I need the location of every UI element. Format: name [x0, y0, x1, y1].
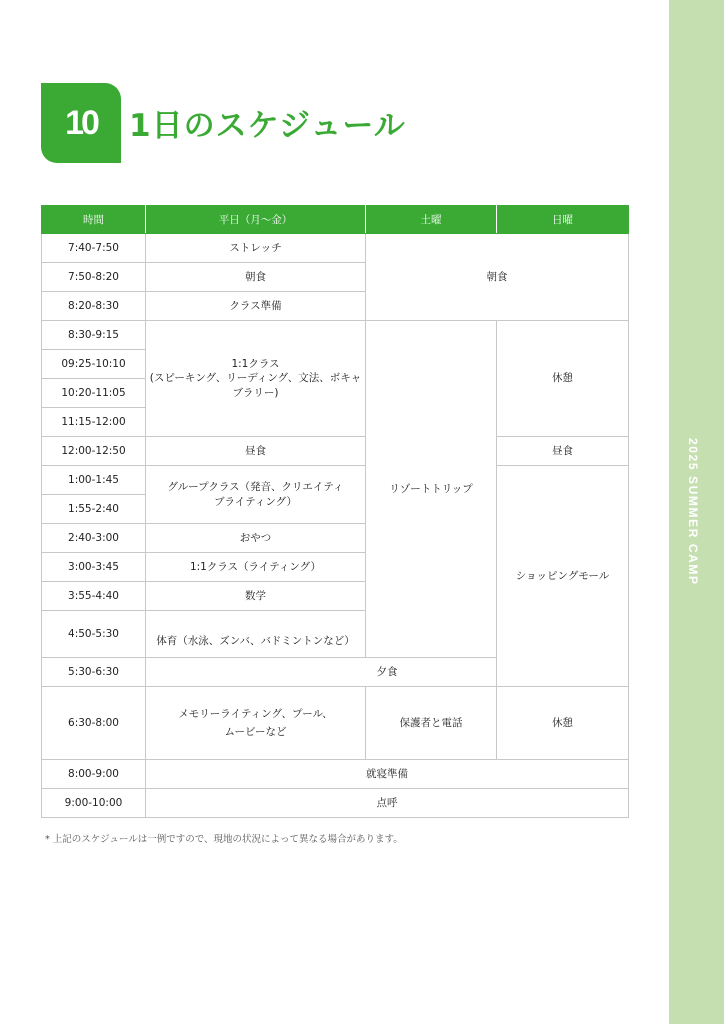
weekday-one-on-one-class: [146, 321, 366, 437]
all-days-bed-prep: 就寝準備: [146, 760, 629, 789]
time-cell: 8:00-9:00: [42, 760, 146, 789]
weekend-breakfast: 朝食: [366, 234, 629, 321]
group-class-line-1: グループクラス（発音、クリエイティ: [167, 481, 344, 494]
header-saturday: 土曜: [366, 206, 497, 234]
pe-label: 体育（水泳、ズンバ、バドミントンなど）: [156, 634, 355, 647]
one-on-one-title: 1:1クラス: [231, 358, 280, 371]
table-row: [42, 658, 629, 687]
section-number-badge: 10: [41, 83, 121, 163]
sunday-lunch: 昼食: [497, 437, 629, 466]
time-cell: 8:30-9:15: [42, 321, 146, 350]
weekday-class-prep: クラス準備: [146, 292, 366, 321]
time-cell: 12:00-12:50: [42, 437, 146, 466]
evening-line-1: メモリーライティング、プール、: [178, 707, 333, 720]
time-cell: 7:50-8:20: [42, 263, 146, 292]
all-days-dinner: 夕食: [146, 658, 629, 687]
page-title: 1日のスケジュール: [129, 108, 406, 144]
schedule-table: [41, 205, 629, 818]
one-on-one-subjects: (スピーキング、リーディング、文法、ボキャブラリー): [149, 372, 362, 399]
saturday-resort-trip: リゾートトリップ: [366, 321, 497, 658]
time-cell: 1:55-2:40: [42, 495, 146, 524]
table-row: [42, 321, 629, 350]
sunday-rest-am: 休憩: [497, 321, 629, 437]
table-row: [42, 437, 629, 466]
time-cell: 7:40-7:50: [42, 234, 146, 263]
weekday-math: 数学: [146, 582, 366, 611]
time-cell: 4:50-5:30: [42, 611, 146, 658]
all-days-rollcall: 点呼: [146, 789, 629, 818]
weekday-pe: [146, 611, 366, 658]
table-row: [42, 760, 629, 789]
time-cell: 5:30-6:30: [42, 658, 146, 687]
table-row: [42, 234, 629, 263]
evening-line-2: ムービーなど: [224, 726, 287, 738]
weekday-snack: おやつ: [146, 524, 366, 553]
header-row: [42, 206, 629, 234]
weekday-writing-class: 1:1クラス（ライティング）: [146, 553, 366, 582]
weekday-breakfast: 朝食: [146, 263, 366, 292]
weekday-group-class: [146, 466, 366, 524]
header-sunday: 日曜: [497, 206, 629, 234]
time-cell: 1:00-1:45: [42, 466, 146, 495]
weekday-stretch: ストレッチ: [146, 234, 366, 263]
time-cell: 8:20-8:30: [42, 292, 146, 321]
sunday-shopping-mall: ショッピングモール: [497, 466, 629, 687]
sunday-rest-pm: 休憩: [497, 687, 629, 760]
time-cell: 3:00-3:45: [42, 553, 146, 582]
header-time: 時間: [42, 206, 146, 234]
table-row: [42, 466, 629, 495]
weekday-evening-activity: [146, 687, 366, 760]
table-row: [42, 789, 629, 818]
time-cell: 3:55-4:40: [42, 582, 146, 611]
side-label: 2025 SUMMER CAMP: [686, 438, 700, 586]
time-cell: 9:00-10:00: [42, 789, 146, 818]
header-weekday: 平日（月～金）: [146, 206, 366, 234]
time-cell: 09:25-10:10: [42, 350, 146, 379]
time-cell: 11:15-12:00: [42, 408, 146, 437]
weekday-lunch: 昼食: [146, 437, 366, 466]
group-class-line-2: ブライティング）: [214, 495, 297, 508]
footnote: * 上記のスケジュールは一例ですので、現地の状況によって異なる場合があります。: [45, 834, 403, 845]
saturday-parent-call: 保護者と電話: [366, 687, 497, 760]
time-cell: 10:20-11:05: [42, 379, 146, 408]
time-cell: 2:40-3:00: [42, 524, 146, 553]
table-row: [42, 687, 629, 760]
time-cell: 6:30-8:00: [42, 687, 146, 760]
